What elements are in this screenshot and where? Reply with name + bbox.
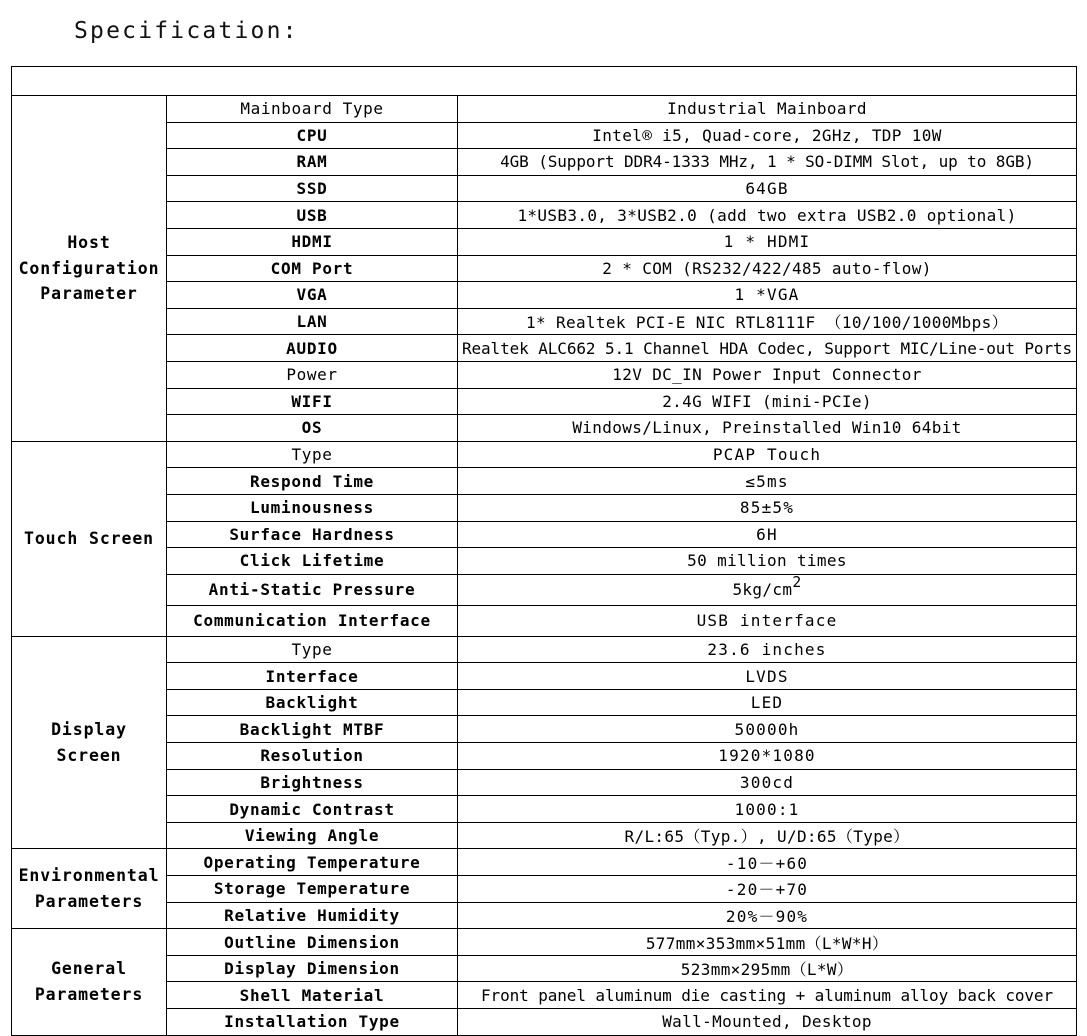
table-row: [12, 636, 1077, 663]
table-row: [12, 796, 1077, 823]
parameter-label: Interface: [167, 663, 458, 690]
parameter-label: LAN: [167, 308, 458, 335]
parameter-value: 1920*1080: [458, 743, 1077, 770]
table-row: [12, 255, 1077, 282]
parameter-value: Realtek ALC662 5.1 Channel HDA Codec, Support MIC/Line-out Ports: [458, 335, 1077, 362]
table-row: [12, 849, 1077, 876]
table-row: [12, 282, 1077, 309]
parameter-value: 20%－90%: [458, 902, 1077, 929]
table-row: [12, 521, 1077, 548]
superscript: 2: [792, 573, 802, 591]
specification-table: [11, 66, 1077, 1036]
parameter-label: Relative Humidity: [167, 902, 458, 929]
parameter-label: Luminousness: [167, 494, 458, 521]
parameter-label: Installation Type: [167, 1009, 458, 1036]
parameter-label: Power: [167, 361, 458, 388]
parameter-label: Shell Material: [167, 982, 458, 1009]
section-group-label: Display Screen: [12, 636, 167, 849]
parameter-label: Type: [167, 636, 458, 663]
parameter-label: Surface Hardness: [167, 521, 458, 548]
table-row: [12, 663, 1077, 690]
table-row: [12, 955, 1077, 982]
table-banner-row: [12, 67, 1077, 96]
parameter-label: COM Port: [167, 255, 458, 282]
section-group-label: General Parameters: [12, 929, 167, 1035]
table-row: [12, 415, 1077, 442]
parameter-label: Storage Temperature: [167, 876, 458, 903]
table-row: [12, 689, 1077, 716]
parameter-value: -20－+70: [458, 876, 1077, 903]
parameter-label: Dynamic Contrast: [167, 796, 458, 823]
parameter-label: Respond Time: [167, 468, 458, 495]
table-row: [12, 769, 1077, 796]
parameter-label: RAM: [167, 149, 458, 176]
parameter-label: SSD: [167, 175, 458, 202]
table-row: [12, 388, 1077, 415]
table-row: [12, 716, 1077, 743]
parameter-value: 6H: [458, 521, 1077, 548]
parameter-value: Wall-Mounted, Desktop: [458, 1009, 1077, 1036]
parameter-label: Type: [167, 441, 458, 468]
parameter-value: USB interface: [458, 605, 1077, 636]
table-row: [12, 441, 1077, 468]
section-group-label: Environmental Parameters: [12, 849, 167, 929]
table-row: [12, 228, 1077, 255]
parameter-label: Backlight: [167, 689, 458, 716]
parameter-label: Viewing Angle: [167, 822, 458, 849]
parameter-value: R/L:65（Typ.）, U/D:65（Type）: [458, 822, 1077, 849]
table-row: [12, 149, 1077, 176]
parameter-value: PCAP Touch: [458, 441, 1077, 468]
table-row: [12, 308, 1077, 335]
parameter-label: AUDIO: [167, 335, 458, 362]
parameter-value: 50000h: [458, 716, 1077, 743]
parameter-value: 85±5%: [458, 494, 1077, 521]
parameter-value: 1*USB3.0, 3*USB2.0 (add two extra USB2.0 optional): [458, 202, 1077, 229]
parameter-value: ≤5ms: [458, 468, 1077, 495]
parameter-label: Backlight MTBF: [167, 716, 458, 743]
parameter-value: 2 * COM (RS232/422/485 auto-flow): [458, 255, 1077, 282]
table-row: [12, 929, 1077, 956]
parameter-value: 4GB (Support DDR4-1333 MHz, 1 * SO-DIMM Slot, up to 8GB): [458, 149, 1077, 176]
parameter-value: 23.6 inches: [458, 636, 1077, 663]
parameter-value: Front panel aluminum die casting + aluminum alloy back cover: [458, 982, 1077, 1009]
table-row: [12, 202, 1077, 229]
table-banner-cell: [12, 67, 1077, 96]
parameter-value: 5kg/cm2: [458, 574, 1077, 605]
parameter-value: 64GB: [458, 175, 1077, 202]
parameter-value: Industrial Mainboard: [458, 96, 1077, 123]
parameter-value: -10－+60: [458, 849, 1077, 876]
parameter-label: Click Lifetime: [167, 548, 458, 575]
parameter-label: Mainboard Type: [167, 96, 458, 123]
parameter-value: 1000:1: [458, 796, 1077, 823]
table-row: [12, 902, 1077, 929]
parameter-value: 300cd: [458, 769, 1077, 796]
table-row: [12, 574, 1077, 605]
table-row: [12, 982, 1077, 1009]
table-row: [12, 468, 1077, 495]
parameter-label: Operating Temperature: [167, 849, 458, 876]
parameter-value: 2.4G WIFI (mini-PCIe): [458, 388, 1077, 415]
parameter-label: USB: [167, 202, 458, 229]
table-row: [12, 822, 1077, 849]
parameter-value: 1 *VGA: [458, 282, 1077, 309]
specification-table-body: [12, 67, 1077, 1036]
parameter-label: OS: [167, 415, 458, 442]
parameter-label: Anti-Static Pressure: [167, 574, 458, 605]
table-row: [12, 335, 1077, 362]
parameter-label: Resolution: [167, 743, 458, 770]
table-row: [12, 96, 1077, 123]
parameter-value: LED: [458, 689, 1077, 716]
section-group-label: Touch Screen: [12, 441, 167, 636]
parameter-value: 577mm×353mm×51mm（L*W*H）: [458, 929, 1077, 956]
table-row: [12, 361, 1077, 388]
table-row: [12, 548, 1077, 575]
parameter-label: WIFI: [167, 388, 458, 415]
parameter-value: 523mm×295mm（L*W）: [458, 955, 1077, 982]
parameter-label: Display Dimension: [167, 955, 458, 982]
specification-table-container: [11, 66, 1076, 1036]
table-row: [12, 876, 1077, 903]
parameter-label: CPU: [167, 122, 458, 149]
parameter-value: 1 * HDMI: [458, 228, 1077, 255]
parameter-value: Intel® i5, Quad-core, 2GHz, TDP 10W: [458, 122, 1077, 149]
section-group-label: Host Configuration Parameter: [12, 96, 167, 442]
parameter-value: 1* Realtek PCI-E NIC RTL8111F （10/100/1000Mbps）: [458, 308, 1077, 335]
table-row: [12, 743, 1077, 770]
parameter-label: Brightness: [167, 769, 458, 796]
table-row: [12, 605, 1077, 636]
parameter-label: Outline Dimension: [167, 929, 458, 956]
table-row: [12, 122, 1077, 149]
parameter-label: HDMI: [167, 228, 458, 255]
parameter-value: LVDS: [458, 663, 1077, 690]
parameter-value: Windows/Linux, Preinstalled Win10 64bit: [458, 415, 1077, 442]
table-row: [12, 175, 1077, 202]
table-row: [12, 1009, 1077, 1036]
parameter-label: Communication Interface: [167, 605, 458, 636]
parameter-value: 12V DC_IN Power Input Connector: [458, 361, 1077, 388]
table-row: [12, 494, 1077, 521]
page-title: Specification:: [74, 18, 299, 44]
parameter-label: VGA: [167, 282, 458, 309]
parameter-value: 50 million times: [458, 548, 1077, 575]
